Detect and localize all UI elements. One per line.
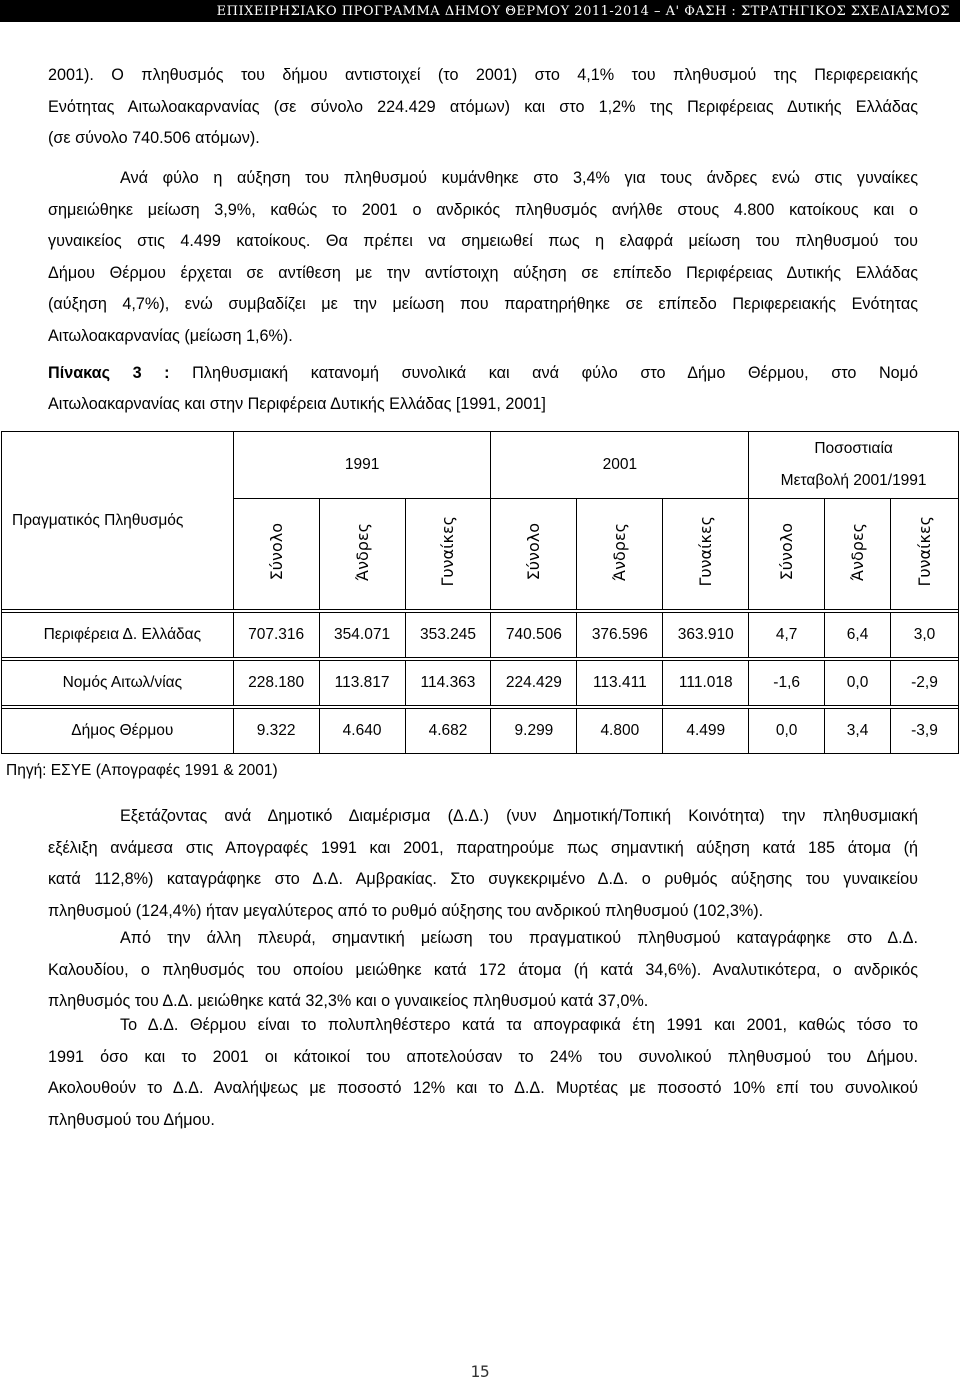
row-label: Περιφέρεια Δ. Ελλάδας <box>2 613 234 658</box>
table-cell: 111.018 <box>663 661 749 706</box>
table-cell: 4,7 <box>749 613 825 658</box>
subheader-label: Άνδρες <box>610 522 630 581</box>
subheader-cell <box>663 499 749 610</box>
table-cell: 3,4 <box>825 709 891 754</box>
row-label: Νομός Αιτωλ/νίας <box>2 661 234 706</box>
table-cell: 4.499 <box>663 709 749 754</box>
table-cell: 228.180 <box>233 661 319 706</box>
table-cell: 376.596 <box>577 613 663 658</box>
table-cell: 740.506 <box>491 613 577 658</box>
table-cell: 6,4 <box>825 613 891 658</box>
subheader-cell <box>577 499 663 610</box>
table-cell: 354.071 <box>319 613 405 658</box>
table-row <box>2 661 959 706</box>
caption-text-1: Πληθυσμιακή κατανομή συνολικά και ανά φύλο στο Δήμο Θέρμου, στο Νομό <box>192 364 918 382</box>
table-source: Πηγή: ΕΣΥΕ (Απογραφές 1991 & 2001) <box>6 762 278 779</box>
paragraph-line: 2001). Ο πληθυσμός του δήμου αντιστοιχεί (το 2001) στο 4,1% του πληθυσμού της Περιφερειακής <box>48 66 918 84</box>
subheader-cell <box>233 499 319 610</box>
subheader-label: Σύνολο <box>266 522 286 581</box>
paragraph-line: Δήμου Θέρμου έρχεται σε αντίθεση με την αντίστοιχη αύξηση σε επίπεδο Περιφέρειας Δυτικής Ελλάδας <box>48 263 918 282</box>
table-cell: 4.640 <box>319 709 405 754</box>
pct-header-line-1: Ποσοστιαία <box>814 440 893 457</box>
population-table <box>1 431 959 754</box>
table-row <box>2 613 959 658</box>
paragraph-line: πληθυσμού (124,4%) ήταν μεγαλύτερος από το ρυθμό αύξησης του ανδρικού πληθυσμού (102,3%). <box>48 901 764 920</box>
table-cell: 9.322 <box>233 709 319 754</box>
table-cell: 707.316 <box>233 613 319 658</box>
subheader-cell <box>319 499 405 610</box>
caption-line-2: Αιτωλοακαρνανίας και στην Περιφέρεια Δυτικής Ελλάδας [1991, 2001] <box>48 395 546 413</box>
paragraph-line: Καλουδίου, ο πληθυσμός του οποίου μειώθηκε κατά 172 άτομα (ή κατά 34,6%). Αναλυτικότερα, ο ανδρικός <box>48 960 918 979</box>
subheader-cell <box>825 499 891 610</box>
table-header-row-1 <box>2 432 959 499</box>
paragraph-line: πληθυσμός του Δ.Δ. μειώθηκε κατά 32,3% και ο γυναικείος πληθυσμού κατά 37,0%. <box>48 992 649 1010</box>
paragraph-line: γυναικείος στις 4.499 κατοίκους. Θα πρέπει να σημειωθεί πως η ελαφρά μείωση του πληθυσμού του <box>48 232 918 250</box>
paragraph-line: Εξετάζοντας ανά Δημοτικό Διαμέρισμα (Δ.Δ.) (νυν Δημοτική/Τοπική Κοινότητα) την πληθυσμιακή <box>120 807 918 825</box>
paragraph-2 <box>48 163 918 352</box>
page-number: 15 <box>470 1362 490 1381</box>
paragraph-line: πληθυσμού του Δήμου. <box>48 1110 215 1129</box>
year-1991-header: 1991 <box>233 432 491 499</box>
subheader-cell <box>749 499 825 610</box>
paragraph-line: Αιτωλοακαρνανίας (μείωση 1,6%). <box>48 326 293 345</box>
subheader-label: Άνδρες <box>352 522 372 581</box>
subheader-label: Άνδρες <box>848 522 868 581</box>
paragraph-line: (σε σύνολο 740.506 ατόμων). <box>48 129 260 147</box>
paragraph-3 <box>48 801 918 927</box>
table-cell: 224.429 <box>491 661 577 706</box>
header-title: ΕΠΙΧΕΙΡΗΣΙΑΚΟ ΠΡΟΓΡΑΜΜΑ ΔΗΜΟΥ ΘΕΡΜΟΥ 2011-2014 – Α' ΦΑΣΗ : ΣΤΡΑΤΗΓΙΚΟΣ ΣΧΕΔΙΑΣΜΟΣ <box>216 3 950 19</box>
paragraph-line: 1991 όσο και το 2001 οι κάτοικοί του αποτελούσαν το 24% του συνολικού πληθυσμού του Δήμου. <box>48 1047 918 1066</box>
table-cell: 0,0 <box>825 661 891 706</box>
paragraph-4 <box>48 923 918 1018</box>
subheader-cell <box>405 499 491 610</box>
paragraph-line: κατά 112,8%) καταγράφηκε στο Δ.Δ. Αμβρακίας. Στο συγκεκριμένο Δ.Δ. ο ρυθμός αύξησης του γυναικείου <box>48 870 918 888</box>
table-cell: 3,0 <box>891 613 959 658</box>
row-label: Δήμος Θέρμου <box>2 709 234 754</box>
table-cell: 353.245 <box>405 613 491 658</box>
table-cell: -1,6 <box>749 661 825 706</box>
table-cell: 114.363 <box>405 661 491 706</box>
paragraph-line: σημειώθηκε μείωση 3,9%, καθώς το 2001 ο ανδρικός πληθυσμός ανήλθε στους 4.800 κατοίκους και ο <box>48 200 918 219</box>
table-cell: -2,9 <box>891 661 959 706</box>
table-cell: 9.299 <box>491 709 577 754</box>
subheader-label: Σύνολο <box>777 522 797 581</box>
paragraph-line: Το Δ.Δ. Θέρμου είναι το πολυπληθέστερο κατά τα απογραφικά έτη 1991 και 2001, καθώς τόσο το <box>120 1016 918 1034</box>
caption-label: Πίνακας 3 : <box>48 364 170 382</box>
paragraph-line: Ανά φύλο η αύξηση του πληθυσμού κυμάνθηκε στο 3,4% για τους άνδρες ενώ στις γυναίκες <box>120 169 918 187</box>
table-cell: 113.411 <box>577 661 663 706</box>
subheader-label: Γυναίκες <box>915 516 934 587</box>
subheader-label: Γυναίκες <box>438 516 458 587</box>
paragraph-line: Ακολουθούν το Δ.Δ. Αναλήψεως με ποσοστό 12% και το Δ.Δ. Μυρτέας με ποσοστό 10% επί του συνολικού <box>48 1079 918 1097</box>
year-2001-header: 2001 <box>491 432 749 499</box>
paragraph-line: εξέλιξη ανάμεσα στις Απογραφές 1991 και 2001, παρατηρούμε πως σημαντική αύξηση κατά 185 άτομα (ή <box>48 838 918 857</box>
document-header <box>0 0 960 22</box>
subheader-label: Γυναίκες <box>696 516 716 587</box>
paragraph-line: (αύξηση 4,7%), ενώ συμβαδίζει με την μείωση που παρατηρήθηκε σε επίπεδο Περιφερειακής Ενότητας <box>48 295 918 313</box>
paragraph-5 <box>48 1010 918 1136</box>
paragraph-line: Από την άλλη πλευρά, σημαντική μείωση του πραγματικού πληθυσμού καταγράφηκε στο Δ.Δ. <box>120 929 918 947</box>
caption-line-1 <box>48 358 918 389</box>
table-cell: 0,0 <box>749 709 825 754</box>
pct-header-line-2: Μεταβολή 2001/1991 <box>780 472 927 489</box>
table-cell: 4.800 <box>577 709 663 754</box>
table-cell: 4.682 <box>405 709 491 754</box>
subheader-label: Σύνολο <box>524 522 544 581</box>
table-cell: -3,9 <box>891 709 959 754</box>
subheader-cell <box>491 499 577 610</box>
subheader-cell <box>891 499 959 610</box>
table-row <box>2 709 959 754</box>
table-cell: 113.817 <box>319 661 405 706</box>
table-cell: 363.910 <box>663 613 749 658</box>
table-corner-label: Πραγματικός Πληθυσμός <box>2 432 234 610</box>
paragraph-1 <box>48 60 918 155</box>
table-caption <box>48 358 918 420</box>
paragraph-line: Ενότητας Αιτωλοακαρνανίας (σε σύνολο 224.429 ατόμων) και στο 1,2% της Περιφέρειας Δυτικής Ελλάδας <box>48 97 918 116</box>
pct-change-header <box>749 432 959 499</box>
